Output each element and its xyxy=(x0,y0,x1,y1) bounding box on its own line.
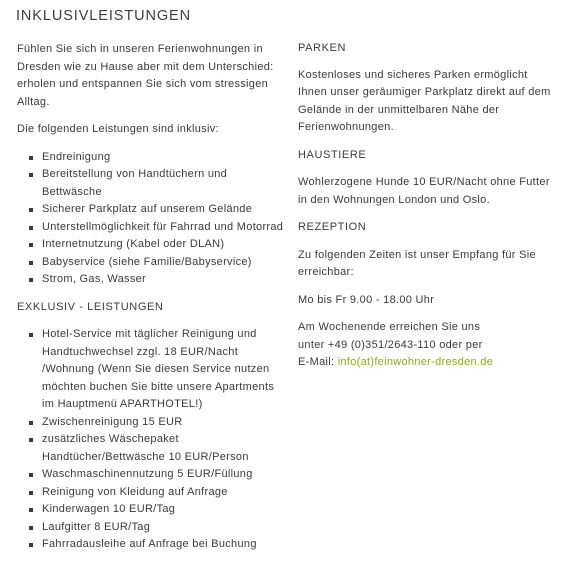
list-item: Endreinigung xyxy=(42,149,285,167)
reception-heading: REZEPTION xyxy=(298,221,367,233)
list-item: Unterstellmöglichkeit für Fahrrad und Motorrad xyxy=(42,219,285,237)
parking-heading: PARKEN xyxy=(298,42,347,54)
opening-hours: Mo bis Fr 9.00 - 18.00 Uhr xyxy=(298,293,435,306)
list-item: Sicherer Parkplatz auf unserem Gelände xyxy=(42,201,285,219)
email-label: E-Mail: xyxy=(298,356,335,368)
right-column xyxy=(298,41,560,372)
exclusive-list xyxy=(17,326,285,554)
weekend-line-2: unter +49 (0)351/2643-110 oder per xyxy=(298,338,483,351)
intro-text: Fühlen Sie sich in unseren Ferienwohnungen in Dresden wie zu Hause aber mit dem Unterschied: erholen und entspannen Sie sich vom stressigen Alltag. xyxy=(17,43,274,108)
included-lead: Die folgenden Leistungen sind inklusiv: xyxy=(17,123,219,135)
list-item: Bereitstellung von Handtüchern und Bettwäsche xyxy=(42,166,285,201)
list-item: Strom, Gas, Wasser xyxy=(42,271,285,289)
page-title: INKLUSIVLEISTUNGEN xyxy=(16,8,191,24)
list-item: Internetnutzung (Kabel oder DLAN) xyxy=(42,236,285,254)
email-link[interactable]: info(at)feinwohner-dresden.de xyxy=(337,356,494,368)
weekend-contact xyxy=(298,319,560,372)
list-item: Babyservice (siehe Familie/Babyservice) xyxy=(42,254,285,272)
list-item: Waschmaschinennutzung 5 EUR/Füllung xyxy=(42,466,285,484)
pets-heading: HAUSTIERE xyxy=(298,148,367,161)
list-item: Hotel-Service mit täglicher Reinigung und Handtuchwechsel zzgl. 18 EUR/Nacht /Wohnung (Wenn Sie diesen Service nutzen möchten buchen Sie bitte unsere Apartments im Hauptmenü APARTHOTEL!) xyxy=(42,326,285,414)
list-item: Kinderwagen 10 EUR/Tag xyxy=(42,501,285,519)
reception-text: Zu folgenden Zeiten ist unser Empfang für Sie erreichbar: xyxy=(298,248,536,278)
list-item: Fahrradausleihe auf Anfrage bei Buchung xyxy=(42,536,285,554)
list-item: zusätzliches Wäschepaket Handtücher/Bettwäsche 10 EUR/Person xyxy=(42,431,285,466)
list-item: Laufgitter 8 EUR/Tag xyxy=(42,519,285,537)
included-list xyxy=(17,149,285,289)
list-item: Reinigung von Kleidung auf Anfrage xyxy=(42,484,285,502)
parking-text: Kostenloses und sicheres Parken ermöglicht Ihnen unser geräumiger Parkplatz direkt auf dem Gelände in der unmittelbaren Nähe der Ferienwohnungen. xyxy=(298,68,551,133)
exclusive-heading: EXKLUSIV - LEISTUNGEN xyxy=(17,300,164,313)
pets-text: Wohlerzogene Hunde 10 EUR/Nacht ohne Futter in den Wohnungen London und Oslo. xyxy=(298,176,550,206)
list-item: Zwischenreinigung 15 EUR xyxy=(42,414,285,432)
left-column xyxy=(17,41,285,564)
weekend-line-1: Am Wochenende erreichen Sie uns xyxy=(298,321,481,333)
